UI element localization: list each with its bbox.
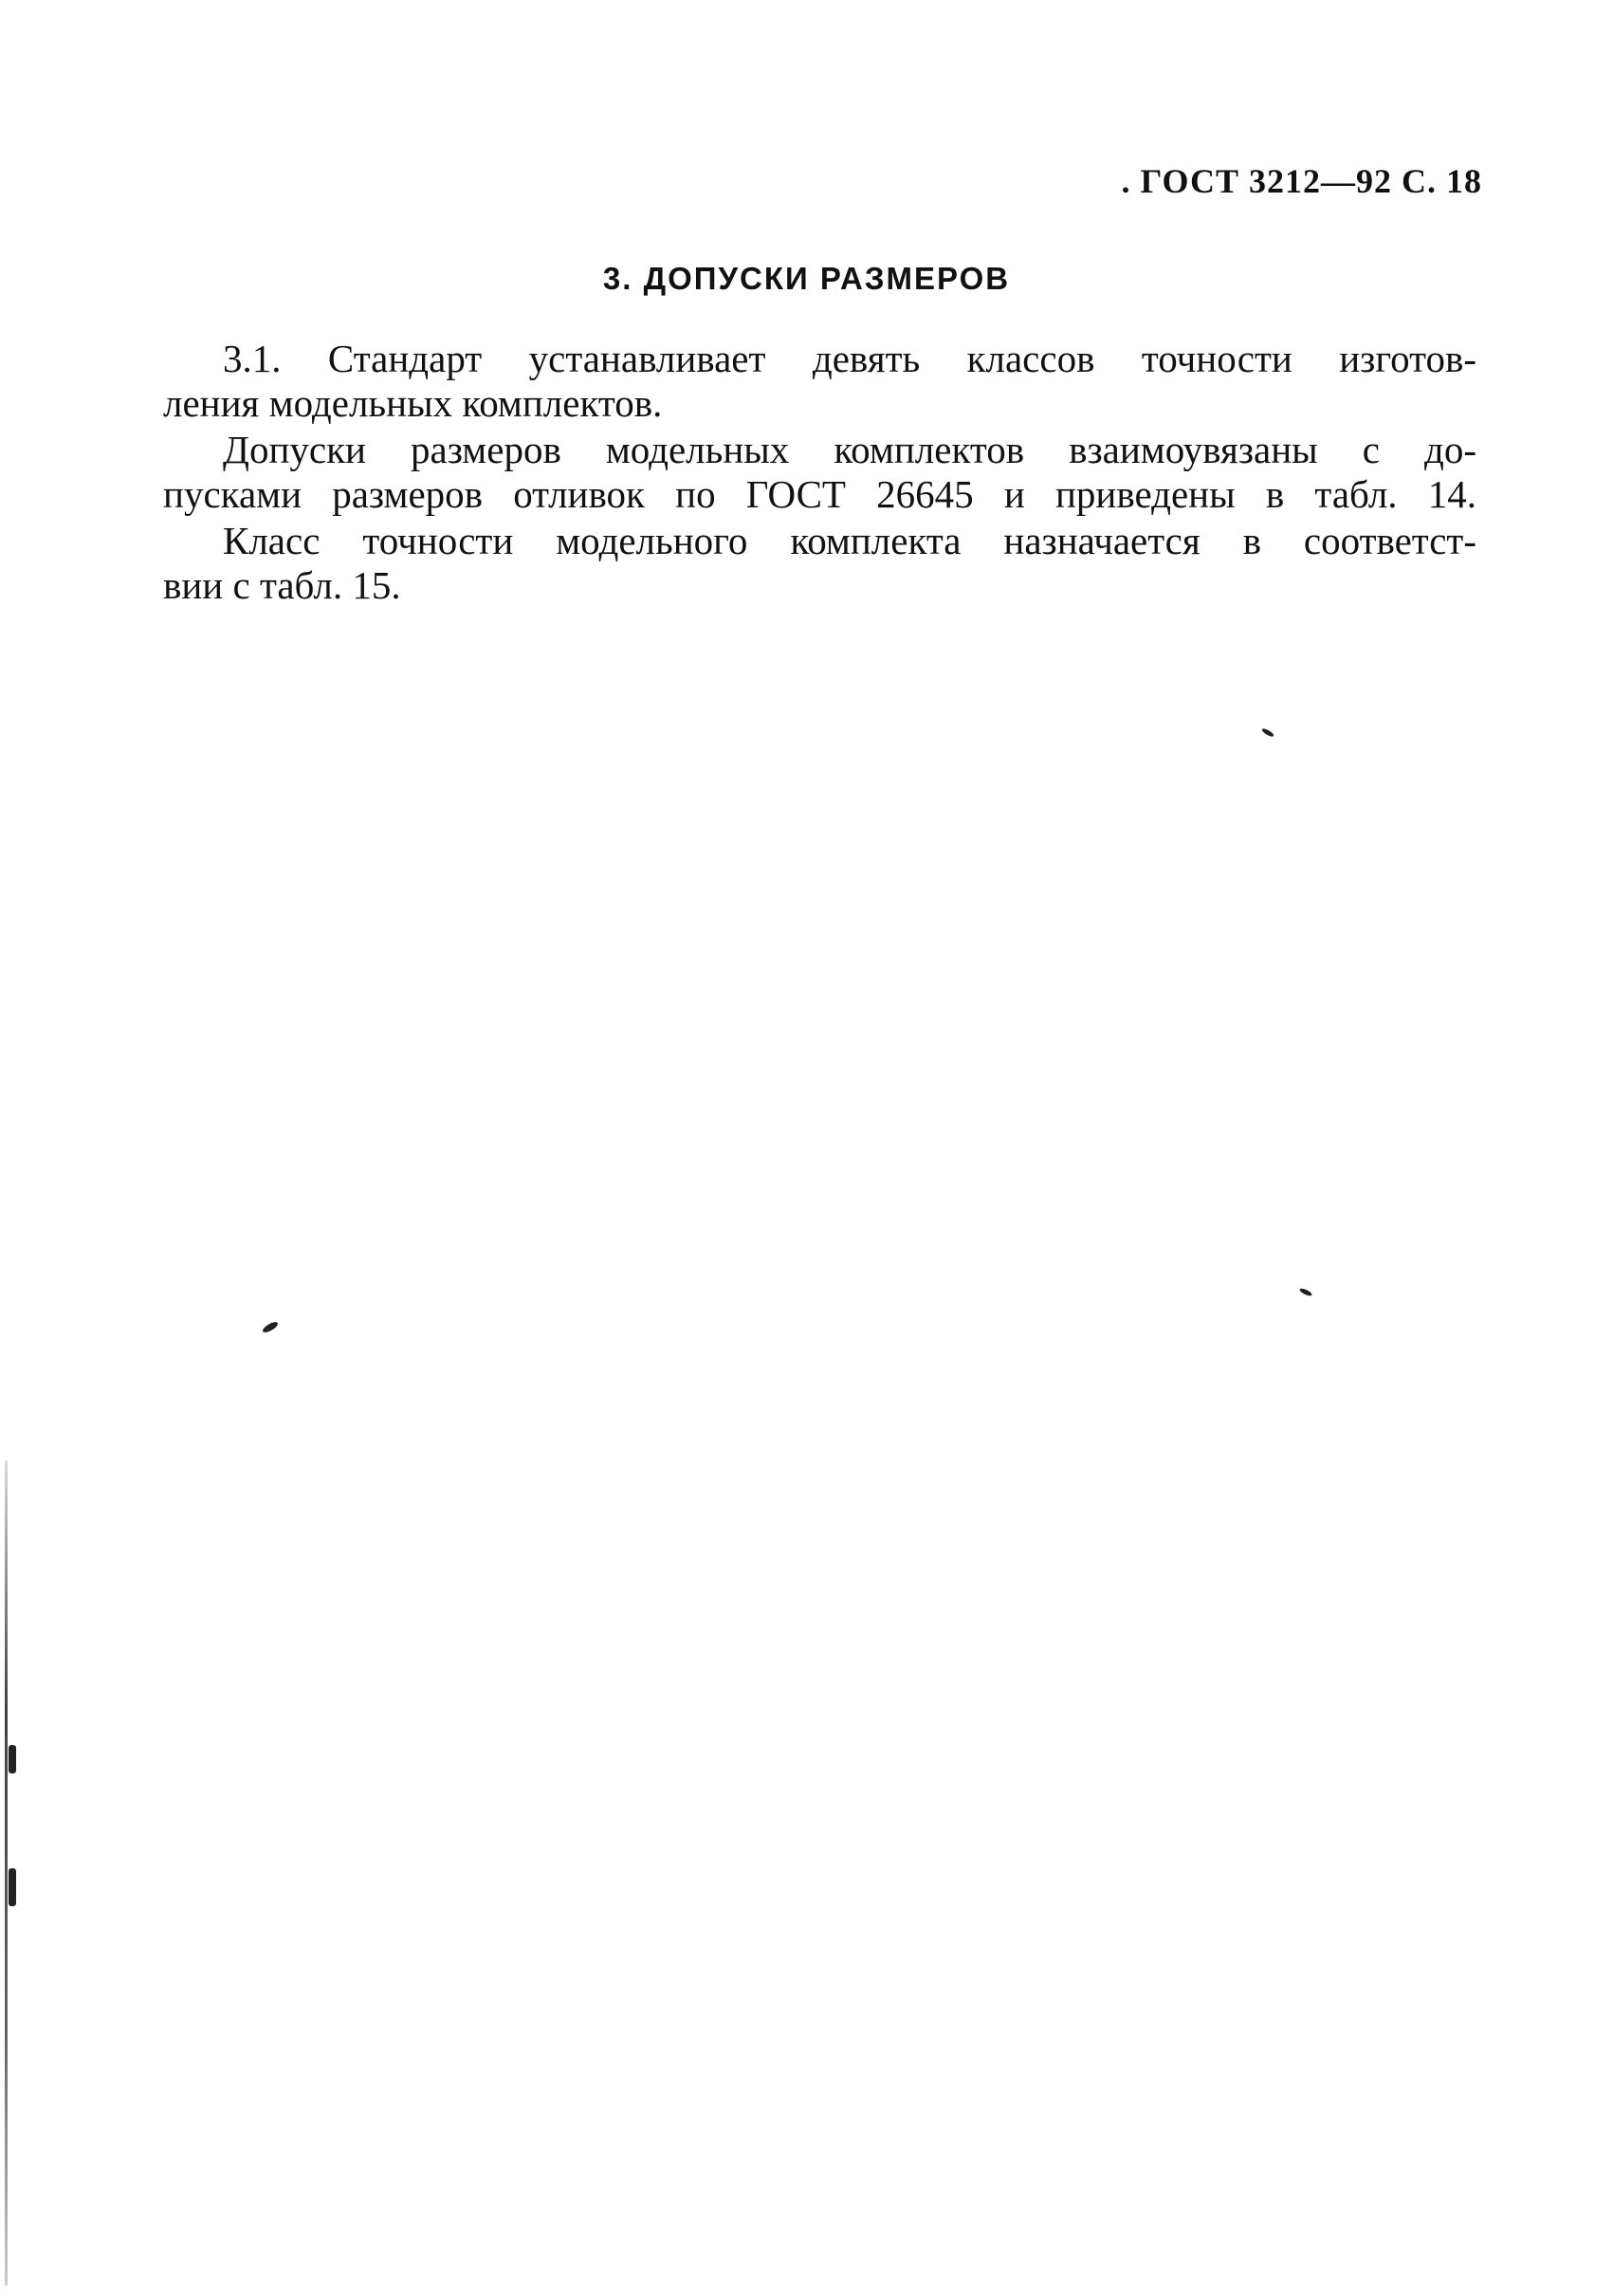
body-text [163,337,1476,608]
section-title: 3. ДОПУСКИ РАЗМЕРОВ [602,261,1011,296]
scan-speck [261,1320,279,1334]
scan-speck [9,1745,16,1773]
paragraph-2-line-2: пусками размеров отливок по ГОСТ 26645 и приведены в табл. 14. [163,472,1476,516]
paragraph-3-line-1: Класс точности модельного комплекта назначается в соответст- [223,519,1476,562]
scan-speck [1261,727,1275,738]
paragraph-1-line-2: ления модельных комплектов. [163,381,663,425]
paragraph-1-line-1: 3.1. Стандарт устанавливает девять классов точности изготов- [223,337,1476,380]
scan-edge-mark [5,1460,8,2286]
running-head: . ГОСТ 3212—92 С. 18 [1121,162,1482,200]
scan-speck [9,1868,16,1906]
scan-speck [1299,1287,1313,1296]
paragraph-3-line-2: вии с табл. 15. [163,563,401,607]
paragraph-2-line-1: Допуски размеров модельных комплектов взаимоувязаны с до- [223,428,1476,471]
